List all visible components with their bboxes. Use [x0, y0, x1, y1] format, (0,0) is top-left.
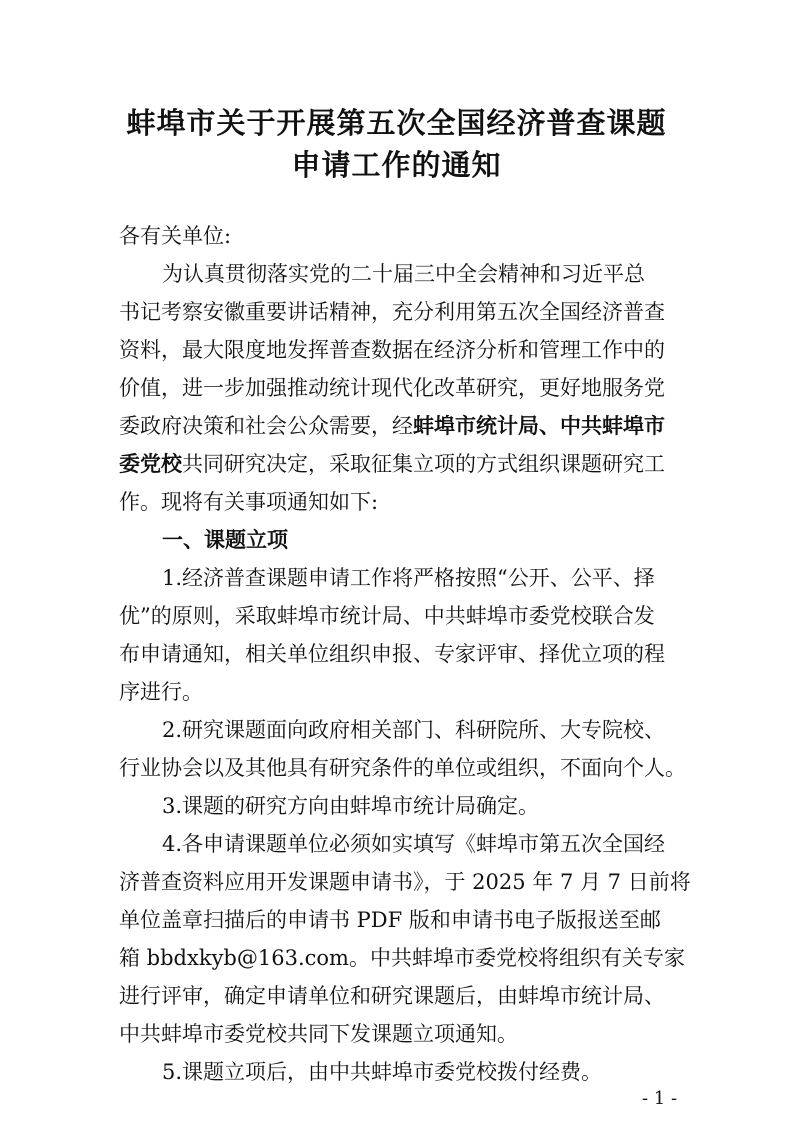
item-4-line: 单位盖章扫描后的申请书 PDF 版和申请书电子版报送至邮 — [119, 908, 661, 932]
item-2-line: 行业协会以及其他具有研究条件的单位或组织，不面向个人。 — [119, 756, 686, 780]
paragraph-intro-line: 资料，最大限度地发挥普查数据在经济分析和管理工作中的 — [119, 338, 665, 362]
intro-text: 委政府决策和社会公众需要，经 — [119, 414, 413, 438]
item-1-line: 序进行。 — [119, 680, 203, 704]
salutation: 各有关单位: — [119, 224, 232, 248]
item-1-line: 1.经济普查课题申请工作将严格按照“公开、公平、择 — [162, 566, 655, 590]
paragraph-intro-line: 作。现将有关事项通知如下: — [119, 490, 379, 514]
item-4-line: 进行评审，确定申请单位和研究课题后，由蚌埠市统计局、 — [119, 984, 665, 1008]
item-5-line: 5.课题立项后，由中共蚌埠市委党校拨付经费。 — [162, 1060, 603, 1084]
paragraph-intro-line: 为认真贯彻落实党的二十届三中全会精神和习近平总 — [162, 262, 645, 286]
item-4-line: 中共蚌埠市委党校共同下发课题立项通知。 — [119, 1022, 518, 1046]
section-heading: 一、课题立项 — [162, 528, 288, 552]
paragraph-intro-line — [119, 411, 665, 441]
document-title-line-2: 申请工作的通知 — [291, 148, 502, 182]
item-1-line: 优”的原则，采取蚌埠市统计局、中共蚌埠市委党校联合发 — [119, 604, 655, 628]
organizer-names-bold: 蚌埠市统计局、中共蚌埠市 — [413, 414, 665, 438]
paragraph-intro-line: 书记考察安徽重要讲话精神，充分利用第五次全国经济普查 — [119, 300, 665, 324]
page-number: - 1 - — [642, 1088, 678, 1109]
paragraph-intro-line — [119, 449, 665, 479]
organizer-names-bold: 委党校 — [119, 452, 182, 476]
item-1-line: 布申请通知，相关单位组织申报、专家评审、择优立项的程 — [119, 642, 665, 666]
item-3-line: 3.课题的研究方向由蚌埠市统计局确定。 — [162, 794, 540, 818]
item-4-email-line: 箱 bbdxkyb@163.com。中共蚌埠市委党校将组织有关专家 — [119, 946, 685, 970]
item-2-line: 2.研究课题面向政府相关部门、科研院所、大专院校、 — [162, 718, 666, 742]
item-4-line: 4.各申请课题单位必须如实填写《蚌埠市第五次全国经 — [162, 832, 666, 856]
item-4-line: 济普查资料应用开发课题申请书》，于 2025 年 7 月 7 日前将 — [119, 870, 691, 894]
intro-text: 共同研究决定，采取征集立项的方式组织课题研究工 — [182, 452, 665, 476]
paragraph-intro-line: 价值，进一步加强推动统计现代化改革研究，更好地服务党 — [119, 376, 665, 400]
document-title-line-1: 蚌埠市关于开展第五次全国经济普查课题 — [126, 106, 667, 140]
